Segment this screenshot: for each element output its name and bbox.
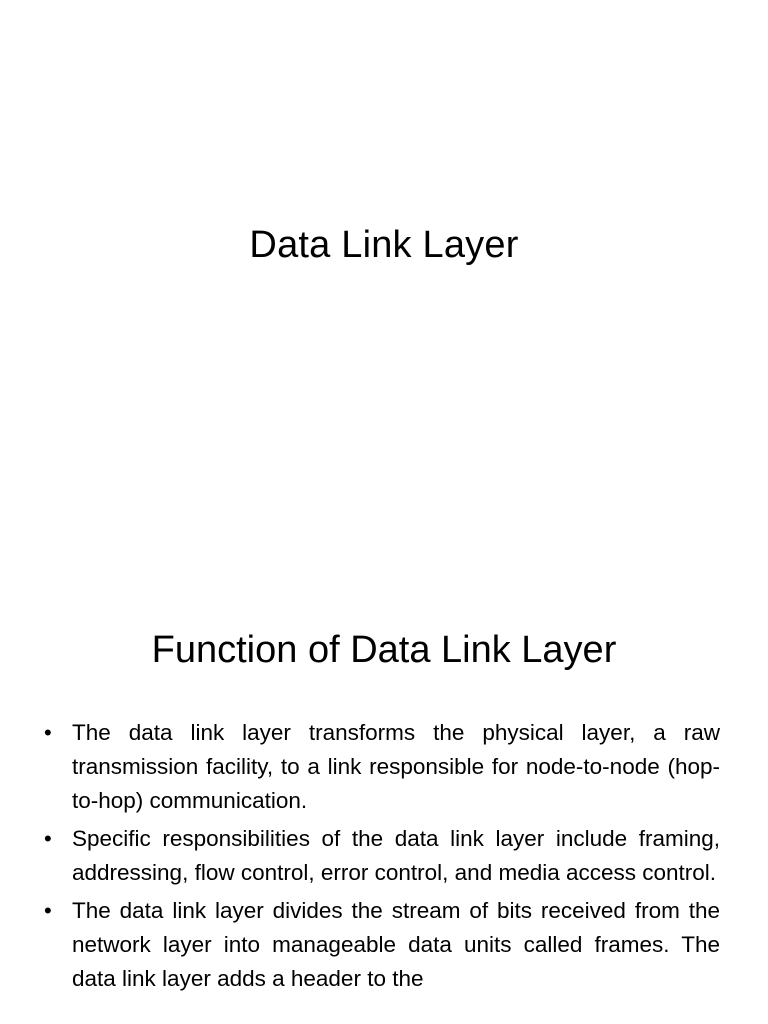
bullet-text: The data link layer divides the stream of bits received from the network layer into manageable data units called frames. The data link layer adds a header to the [72, 898, 720, 991]
slide-title-data-link-layer: Data Link Layer [249, 224, 519, 266]
bullet-dot-icon: • [44, 720, 52, 745]
slide-title-function-of-data-link-layer: Function of Data Link Layer [151, 629, 617, 671]
bullet-item-2 [44, 822, 720, 890]
bullet-text: Specific responsibilities of the data link layer include framing, addressing, flow control, error control, and media access control. [72, 826, 720, 885]
bullet-dot-icon: • [44, 826, 52, 851]
bullet-dot-icon: • [44, 898, 52, 923]
bullet-text: The data link layer transforms the physical layer, a raw transmission facility, to a link responsible for node-to-node (hop-to-hop) communication. [72, 720, 720, 813]
bullet-item-1 [44, 716, 720, 818]
bullet-list [44, 716, 720, 1000]
bullet-item-3 [44, 894, 720, 996]
